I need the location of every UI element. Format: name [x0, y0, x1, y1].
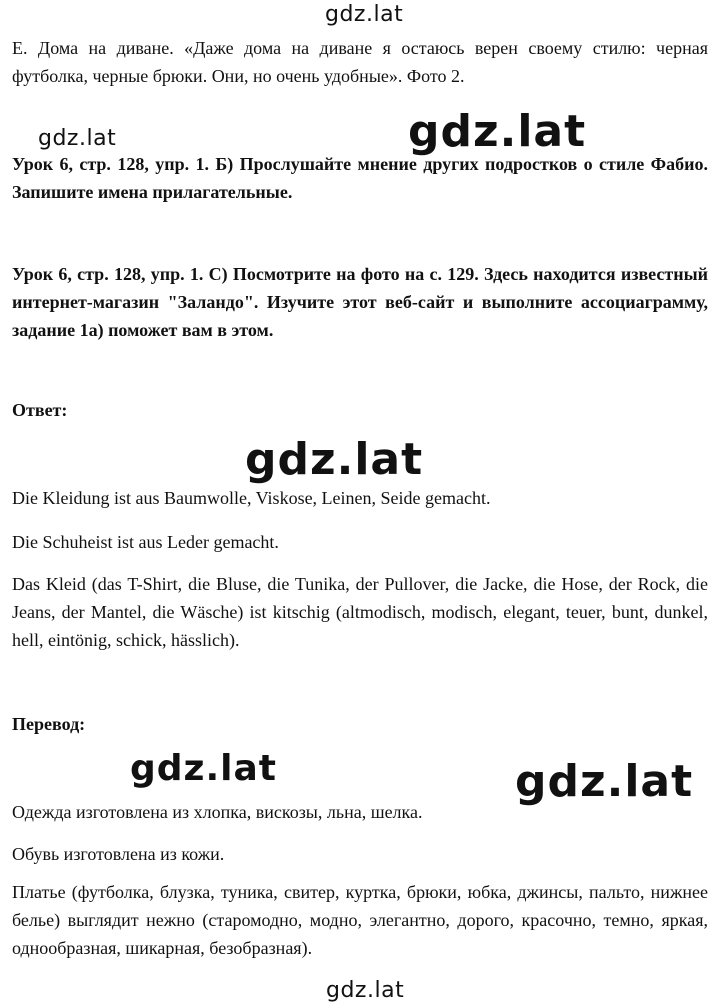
translation-heading: Перевод:: [12, 714, 86, 734]
task-c: Урок 6, стр. 128, упр. 1. C) Посмотрите на фото на с. 129. Здесь находится известный интернет-магазин "Заландо". Изучите этот веб-сайт и выполните ассоциаграмму, задание 1а) поможет вам в этом.: [12, 264, 708, 340]
watermark-mid-left: gdz.lat: [130, 748, 278, 789]
watermark-big-bottom-right: gdz.lat: [515, 756, 694, 807]
translation-line-1: Одежда изготовлена из хлопка, вискозы, льна, шелка.: [12, 802, 423, 822]
answer-heading: Ответ:: [12, 400, 68, 420]
watermark-left: gdz.lat: [38, 126, 117, 151]
watermark-bottom: gdz.lat: [326, 978, 405, 1003]
answer-line-2: Die Schuheist ist aus Leder gemacht.: [12, 532, 279, 552]
intro-paragraph: Е. Дома на диване. «Даже дома на диване я остаюсь верен своему стилю: черная футболка, черные брюки. Они, но очень удобные». Фото 2.: [12, 38, 708, 86]
translation-line-2: Обувь изготовлена из кожи.: [12, 844, 225, 864]
task-b: Урок 6, стр. 128, упр. 1. Б) Прослушайте мнение других подростков о стиле Фабио. Запишите имена прилагательные.: [12, 154, 708, 202]
translation-line-3: Платье (футболка, блузка, туника, свитер, куртка, брюки, юбка, джинсы, пальто, нижнее белье) выглядит нежно (старомодно, модно, элегантно, дорого, красочно, темно, яркая, однообразная, шикарная, безобразная).: [12, 882, 708, 958]
answer-line-3: Das Kleid (das T-Shirt, die Bluse, die Tunika, der Pullover, die Jacke, die Hose, der Rock, die Jeans, der Mantel, die Wäsche) ist kitschig (altmodisch, modisch, elegant, teuer, bunt, dunkel, hell, eintönig, schick, hässlich).: [12, 574, 708, 650]
answer-line-1: Die Kleidung ist aus Baumwolle, Viskose, Leinen, Seide gemacht.: [12, 488, 491, 508]
watermark-big-center: gdz.lat: [245, 434, 424, 485]
watermark-top: gdz.lat: [325, 2, 404, 27]
watermark-big-right: gdz.lat: [408, 106, 587, 157]
